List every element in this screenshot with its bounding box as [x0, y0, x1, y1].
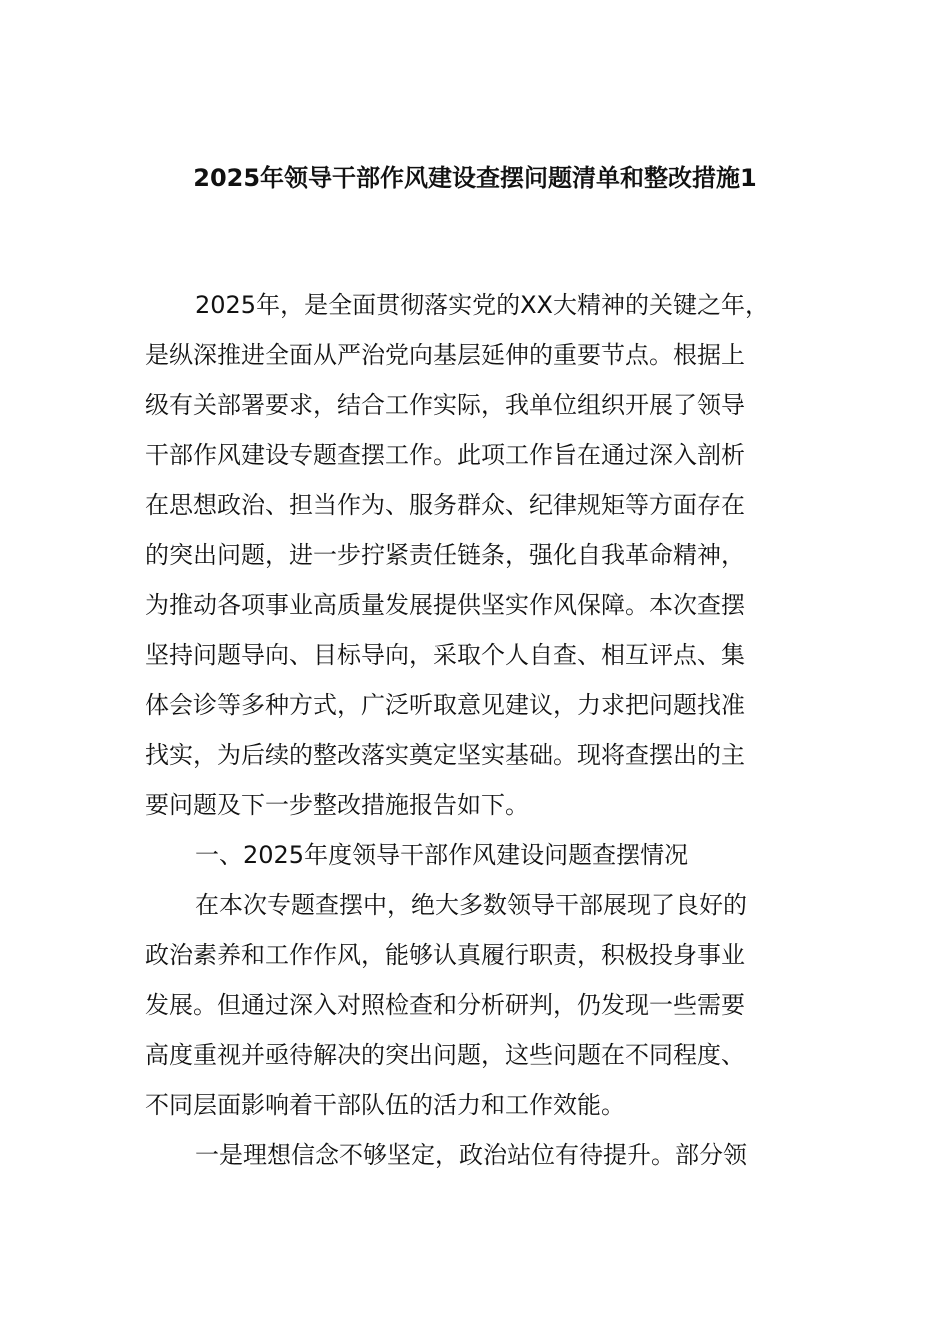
paragraph-line: 干部作风建设专题查摆工作。此项工作旨在通过深入剖析	[145, 441, 745, 469]
paragraph-line: 体会诊等多种方式，广泛听取意见建议，力求把问题找准	[145, 691, 745, 719]
paragraph-line: 2025年，是全面贯彻落实党的XX大精神的关键之年，	[195, 291, 769, 319]
section-heading: 一、2025年度领导干部作风建设问题查摆情况	[195, 841, 689, 869]
paragraph-line: 坚持问题导向、目标导向，采取个人自查、相互评点、集	[145, 641, 745, 669]
paragraph-line: 在思想政治、担当作为、服务群众、纪律规矩等方面存在	[145, 491, 745, 519]
document-title: 2025年领导干部作风建设查摆问题清单和整改措施1	[193, 164, 757, 192]
paragraph-line: 不同层面影响着干部队伍的活力和工作效能。	[145, 1091, 625, 1119]
paragraph-line: 级有关部署要求，结合工作实际，我单位组织开展了领导	[145, 391, 745, 419]
paragraph-line: 高度重视并亟待解决的突出问题，这些问题在不同程度、	[145, 1041, 745, 1069]
paragraph-line: 的突出问题，进一步拧紧责任链条，强化自我革命精神，	[145, 541, 745, 569]
paragraph-line: 要问题及下一步整改措施报告如下。	[145, 791, 529, 819]
paragraph-line: 发展。但通过深入对照检查和分析研判，仍发现一些需要	[145, 991, 745, 1019]
paragraph-line: 是纵深推进全面从严治党向基层延伸的重要节点。根据上	[145, 341, 745, 369]
paragraph-line: 在本次专题查摆中，绝大多数领导干部展现了良好的	[195, 891, 747, 919]
paragraph-line: 找实，为后续的整改落实奠定坚实基础。现将查摆出的主	[145, 741, 745, 769]
paragraph-line: 一是理想信念不够坚定，政治站位有待提升。部分领	[195, 1141, 747, 1169]
document-body	[145, 280, 815, 1180]
paragraph-line: 政治素养和工作作风，能够认真履行职责，积极投身事业	[145, 941, 745, 969]
paragraph-line: 为推动各项事业高质量发展提供坚实作风保障。本次查摆	[145, 591, 745, 619]
